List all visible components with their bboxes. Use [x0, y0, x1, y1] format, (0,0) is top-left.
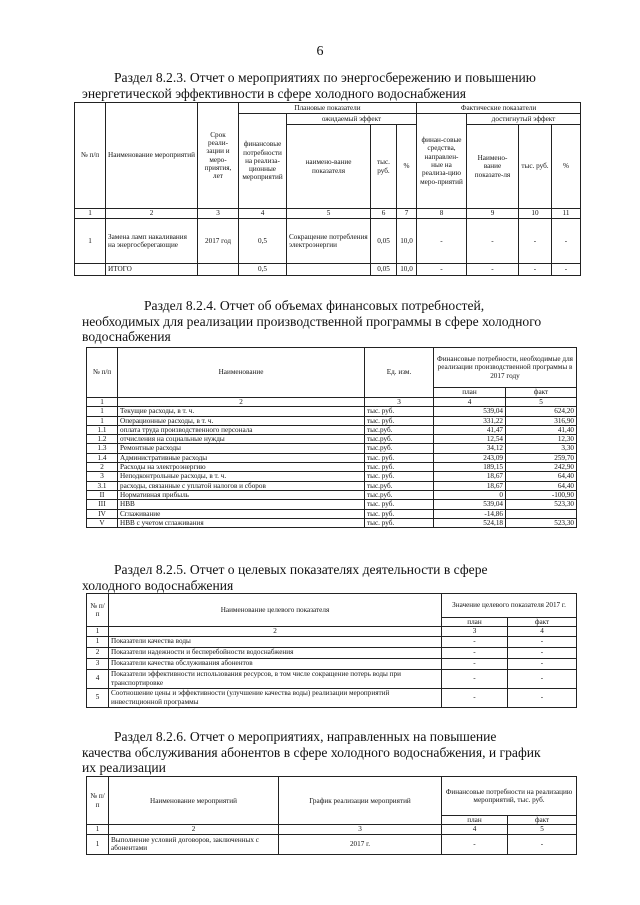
row-name: Операционные расходы, в т. ч. — [118, 416, 365, 425]
table-row — [87, 688, 577, 707]
actual-pct: - — [552, 219, 581, 264]
table-row — [87, 472, 577, 481]
column-number: 6 — [371, 209, 397, 219]
column-number: 1 — [87, 398, 118, 407]
total-row — [75, 264, 581, 276]
row-fact: 523,30 — [506, 518, 577, 527]
row-plan: 331,22 — [434, 416, 506, 425]
row-unit: тыс.руб. — [365, 481, 434, 490]
total-actual-funds: - — [417, 264, 467, 276]
row-plan: 34,12 — [434, 444, 506, 453]
row-fact: - — [508, 688, 577, 707]
row-fact: - — [508, 636, 577, 647]
row-unit: тыс.руб. — [365, 444, 434, 453]
table-row — [87, 425, 577, 434]
table-row — [87, 636, 577, 647]
page-number: 6 — [316, 44, 324, 59]
col-fin-funds-header: финан-совые средства, направлен-ные на реализа-цию меро-приятий — [417, 114, 467, 209]
column-number: 8 — [417, 209, 467, 219]
row-name: Нормативная прибыль — [118, 490, 365, 499]
table-row — [87, 435, 577, 444]
actual-funds: - — [417, 219, 467, 264]
total-actual-pct: - — [552, 264, 581, 276]
row-number: 1.1 — [87, 425, 118, 434]
row-fact: 242,90 — [506, 463, 577, 472]
row-plan: - — [442, 688, 508, 707]
row-number: IV — [87, 509, 118, 518]
column-number: 3 — [442, 627, 508, 636]
row-unit: тыс. руб. — [365, 509, 434, 518]
row-plan: 539,04 — [434, 407, 506, 416]
table-row — [87, 518, 577, 527]
col-pct2-header: % — [552, 125, 581, 209]
column-number-row — [87, 398, 577, 407]
row-number: II — [87, 490, 118, 499]
col-plan-header: план — [442, 618, 508, 627]
col-fact-header: факт — [508, 618, 577, 627]
row-plan: - — [442, 647, 508, 658]
achieved-effect-header: достигнутый эффект — [467, 114, 581, 125]
col-unit-header: Ед. изм. — [365, 348, 434, 398]
table-row — [87, 500, 577, 509]
row-fact: 523,30 — [506, 500, 577, 509]
row-fact: 259,70 — [506, 453, 577, 462]
row-number: 1.2 — [87, 435, 118, 444]
table-row — [87, 669, 577, 688]
row-name: НВВ с учетом сглаживания — [118, 518, 365, 527]
heading-line: Раздел 8.2.6. Отчет о мероприятиях, направленных на повышение — [114, 729, 497, 744]
column-number: 2 — [118, 398, 365, 407]
table-row — [87, 647, 577, 658]
expected-effect-header: ожидаемый эффект — [287, 114, 417, 125]
row-unit: тыс. руб. — [365, 518, 434, 527]
row-number: 5 — [87, 688, 109, 707]
row-plan: 12,54 — [434, 435, 506, 444]
row-name: Сглаживание — [118, 509, 365, 518]
row-number: 2 — [87, 647, 109, 658]
col-name-header: Наименование мероприятий — [109, 777, 279, 825]
col-fact-header: факт — [506, 388, 577, 398]
row-plan: - — [442, 658, 508, 669]
heading-line: водоснабжения — [82, 329, 171, 344]
section-823-heading — [82, 70, 578, 101]
col-indicator2-header: Наимено-вание показате-ля — [467, 125, 519, 209]
row-name: оплата труда производственного персонала — [118, 425, 365, 434]
row-name: НВВ — [118, 500, 365, 509]
row-unit: тыс. руб. — [365, 416, 434, 425]
heading-line: энергетической эффективности в сфере холодного водоснабжения — [82, 85, 466, 101]
section-825-heading — [82, 562, 578, 593]
column-number: 2 — [109, 627, 442, 636]
col-rub2-header: тыс. руб. — [519, 125, 552, 209]
measure-plan: - — [442, 834, 508, 854]
row-unit: тыс. руб. — [365, 463, 434, 472]
column-number: 5 — [506, 398, 577, 407]
row-plan: 18,67 — [434, 481, 506, 490]
row-fact: 64,40 — [506, 481, 577, 490]
row-unit: тыс. руб. — [365, 453, 434, 462]
column-number: 3 — [198, 209, 239, 219]
col-plan-header: план — [442, 816, 508, 825]
section-824-heading — [82, 298, 578, 345]
col-fact-header: факт — [508, 816, 577, 825]
measure-fact: - — [508, 834, 577, 854]
table-row — [87, 407, 577, 416]
total-actual-indicator: - — [467, 264, 519, 276]
col-name-header: Наименование мероприятий — [106, 103, 198, 209]
col-num-header: № п/п — [87, 594, 109, 627]
table-row — [87, 463, 577, 472]
row-plan: 189,15 — [434, 463, 506, 472]
row-plan: -14,86 — [434, 509, 506, 518]
col-plan-header: план — [434, 388, 506, 398]
row-fact: - — [508, 647, 577, 658]
row-unit: тыс. руб. — [365, 407, 434, 416]
row-number: 2 — [87, 463, 118, 472]
row-number: V — [87, 518, 118, 527]
column-number: 4 — [508, 627, 577, 636]
row-name: расходы, связанные с уплатой налогов и сборов — [118, 481, 365, 490]
section-826-heading — [82, 729, 578, 776]
col-pct-header: % — [397, 125, 417, 209]
row-fact: -100,90 — [506, 490, 577, 499]
heading-line: их реализации — [82, 760, 166, 775]
column-number: 2 — [106, 209, 198, 219]
column-number: 2 — [109, 825, 279, 834]
heading-line: Раздел 8.2.3. Отчет о мероприятиях по энергосбережению и повышению — [114, 70, 536, 85]
column-number-row — [75, 209, 581, 219]
column-number-row — [87, 627, 577, 636]
service-quality-table — [86, 776, 577, 855]
total-actual-rub: - — [519, 264, 552, 276]
table-row — [75, 219, 581, 264]
row-plan: 18,67 — [434, 472, 506, 481]
column-number: 5 — [287, 209, 371, 219]
total-rub: 0,05 — [371, 264, 397, 276]
row-name: Ремонтные расходы — [118, 444, 365, 453]
col-num-header: № п/п — [87, 777, 109, 825]
row-number: 3 — [87, 472, 118, 481]
measure-name: Выполнение условий договоров, заключенных с абонентами — [109, 834, 279, 854]
column-number: 10 — [519, 209, 552, 219]
row-name: отчисления на социальные нужды — [118, 435, 365, 444]
row-fact: 64,40 — [506, 472, 577, 481]
column-number: 4 — [239, 209, 287, 219]
row-name: Соотношение цены и эффективности (улучшение качества воды) реализации мероприятий инвестиционной программы — [109, 688, 442, 707]
column-number: 1 — [87, 825, 109, 834]
row-fact: 12,30 — [506, 435, 577, 444]
table-row — [87, 509, 577, 518]
column-number-row — [87, 825, 577, 834]
financial-needs-header: Финансовые потребности, необходимые для реализации производственной программы в 2017 году — [434, 348, 577, 388]
row-plan: 41,47 — [434, 425, 506, 434]
row-name: Расходы на электроэнергию — [118, 463, 365, 472]
row-name: Показатели надежности и бесперебойности водоснабжения — [109, 647, 442, 658]
column-number: 5 — [508, 825, 577, 834]
column-number: 3 — [365, 398, 434, 407]
total-pct: 10,0 — [397, 264, 417, 276]
row-number: 1 — [87, 416, 118, 425]
column-number: 11 — [552, 209, 581, 219]
row-name: Текущие расходы, в т. ч. — [118, 407, 365, 416]
col-schedule-header: График реализации мероприятий — [279, 777, 442, 825]
heading-line: холодного водоснабжения — [82, 577, 234, 593]
row-name: Показатели качества обслуживания абонентов — [109, 658, 442, 669]
column-number: 7 — [397, 209, 417, 219]
measure-name: Замена ламп накаливания на энергосберегающие — [106, 219, 198, 264]
row-number: 1 — [75, 219, 106, 264]
row-number: 4 — [87, 669, 109, 688]
column-number: 3 — [279, 825, 442, 834]
row-name: Административные расходы — [118, 453, 365, 462]
financial-needs-table — [86, 347, 577, 528]
measure-rub: 0,05 — [371, 219, 397, 264]
row-number: 1 — [87, 834, 109, 854]
target-indicator-rows — [87, 636, 577, 707]
total-fin: 0,5 — [239, 264, 287, 276]
row-unit: тыс. руб. — [365, 472, 434, 481]
row-unit: тыс.руб. — [365, 490, 434, 499]
row-number: 1.4 — [87, 453, 118, 462]
col-name-header: Наименование — [118, 348, 365, 398]
energy-saving-table — [74, 102, 581, 276]
col-term-header: Срок реали-зации и меро-приятия, лет — [198, 103, 239, 209]
row-fact: 41,40 — [506, 425, 577, 434]
column-number: 1 — [87, 627, 109, 636]
row-number: III — [87, 500, 118, 509]
row-plan: - — [442, 669, 508, 688]
row-fact: 624,20 — [506, 407, 577, 416]
heading-line: необходимых для реализации производственной программы в сфере холодного — [82, 313, 542, 329]
row-plan: 0 — [434, 490, 506, 499]
actual-indicator: - — [467, 219, 519, 264]
row-fact: 316,90 — [506, 416, 577, 425]
table-row — [87, 834, 577, 854]
total-label: ИТОГО — [106, 264, 198, 276]
column-number: 1 — [75, 209, 106, 219]
col-num-header: № п/п — [87, 348, 118, 398]
table-row — [87, 444, 577, 453]
actual-rub: - — [519, 219, 552, 264]
planned-indicators-header: Плановые показатели — [239, 103, 417, 114]
actual-indicators-header: Фактические показатели — [417, 103, 581, 114]
target-indicators-table — [86, 593, 577, 708]
table-row — [87, 658, 577, 669]
measure-indicator: Сокращение потребления электроэнергии — [287, 219, 371, 264]
row-fact: - — [508, 669, 577, 688]
measure-pct: 10,0 — [397, 219, 417, 264]
table-row — [87, 416, 577, 425]
measure-schedule: 2017 г. — [279, 834, 442, 854]
col-num-header: № п/п — [75, 103, 106, 209]
row-number: 1.3 — [87, 444, 118, 453]
row-plan: - — [442, 636, 508, 647]
row-unit: тыс.руб. — [365, 425, 434, 434]
target-value-header: Значение целевого показателя 2017 г. — [442, 594, 577, 618]
heading-line: качества обслуживания абонентов в сфере холодного водоснабжения, и график — [82, 744, 541, 760]
col-rub-header: тыс. руб. — [371, 125, 397, 209]
row-plan: 524,18 — [434, 518, 506, 527]
row-unit: тыс.руб. — [365, 435, 434, 444]
measure-fin-needs: 0,5 — [239, 219, 287, 264]
row-fact: 3,30 — [506, 444, 577, 453]
row-name: Неподконтрольные расходы, в т. ч. — [118, 472, 365, 481]
row-number: 3 — [87, 658, 109, 669]
row-number: 3.1 — [87, 481, 118, 490]
col-name-header: Наименование целевого показателя — [109, 594, 442, 627]
row-number: 1 — [87, 407, 118, 416]
column-number: 4 — [442, 825, 508, 834]
heading-line: Раздел 8.2.4. Отчет об объемах финансовых потребностей, — [144, 298, 485, 313]
measure-term: 2017 год — [198, 219, 239, 264]
financial-needs-rows — [87, 407, 577, 528]
financial-needs-header: Финансовые потребности на реализацию мероприятий, тыс. руб. — [442, 777, 577, 816]
table-row — [87, 490, 577, 499]
row-fact — [506, 509, 577, 518]
row-fact: - — [508, 658, 577, 669]
table-row — [87, 481, 577, 490]
table-row — [87, 453, 577, 462]
row-number: 1 — [87, 636, 109, 647]
row-unit: тыс. руб. — [365, 500, 434, 509]
col-indicator-header: наимено-вание показателя — [287, 125, 371, 209]
row-plan: 539,04 — [434, 500, 506, 509]
row-name: Показатели эффективности использования ресурсов, в том числе сокращение потерь воды при транспортировке — [109, 669, 442, 688]
heading-line: Раздел 8.2.5. Отчет о целевых показателях деятельности в сфере — [114, 562, 488, 577]
row-plan: 243,09 — [434, 453, 506, 462]
column-number: 9 — [467, 209, 519, 219]
column-number: 4 — [434, 398, 506, 407]
row-name: Показатели качества воды — [109, 636, 442, 647]
col-fin-needs-header: финансовые потребности на реализа-ционные мероприятий — [239, 114, 287, 209]
